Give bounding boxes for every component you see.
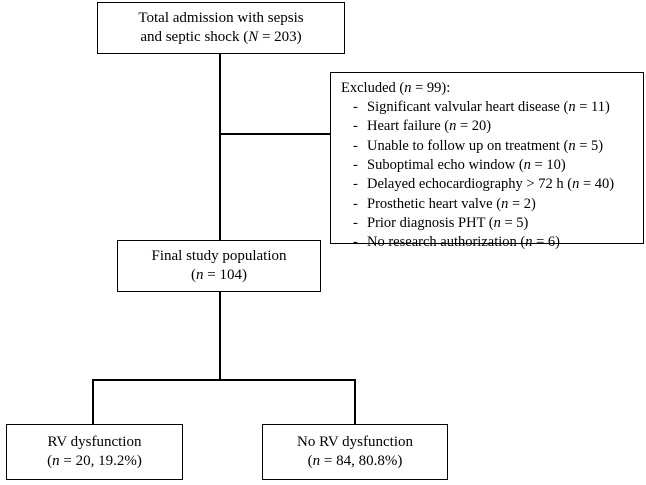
list-item: - Significant valvular heart disease (n = 11) bbox=[351, 98, 614, 117]
list-item: - Prior diagnosis PHT (n = 5) bbox=[351, 214, 614, 233]
connector-final-down bbox=[219, 292, 221, 380]
connector-split-horizontal bbox=[92, 379, 356, 381]
node-total-admission-line2: and septic shock (N = 203) bbox=[140, 29, 302, 45]
list-item: - Unable to follow up on treatment (n = 5) bbox=[351, 137, 614, 156]
connector-split-left bbox=[92, 379, 94, 425]
node-rv-dysfunction-line1: RV dysfunction bbox=[47, 434, 142, 451]
node-excluded-title: Excluded (n = 99): bbox=[341, 80, 451, 96]
node-final-line2: (n = 104) bbox=[191, 267, 247, 283]
node-no-rv-dysfunction-line1: No RV dysfunction bbox=[296, 434, 414, 451]
excluded-reason-list bbox=[341, 98, 614, 252]
list-item: - Suboptimal echo window (n = 10) bbox=[351, 156, 614, 175]
node-no-rv-dysfunction bbox=[262, 424, 448, 480]
node-rv-dysfunction bbox=[6, 424, 183, 480]
connector-total-to-final bbox=[219, 54, 221, 240]
node-rv-dysfunction-line2: (n = 20, 19.2%) bbox=[47, 453, 142, 469]
node-total-admission bbox=[97, 2, 345, 54]
node-no-rv-dysfunction-line2: (n = 84, 80.8%) bbox=[307, 453, 403, 469]
list-item: - No research authorization (n = 6) bbox=[351, 233, 614, 252]
node-final-line1: Final study population bbox=[151, 248, 287, 265]
node-total-admission-line1: Total admission with sepsis bbox=[138, 10, 304, 27]
list-item: - Heart failure (n = 20) bbox=[351, 117, 614, 136]
node-excluded bbox=[330, 72, 644, 251]
node-final-study-population bbox=[117, 240, 321, 292]
list-item: - Prosthetic heart valve (n = 2) bbox=[351, 195, 614, 214]
connector-split-right bbox=[354, 379, 356, 425]
list-item: - Delayed echocardiography > 72 h (n = 40) bbox=[351, 175, 614, 194]
connector-to-excluded bbox=[219, 133, 331, 135]
